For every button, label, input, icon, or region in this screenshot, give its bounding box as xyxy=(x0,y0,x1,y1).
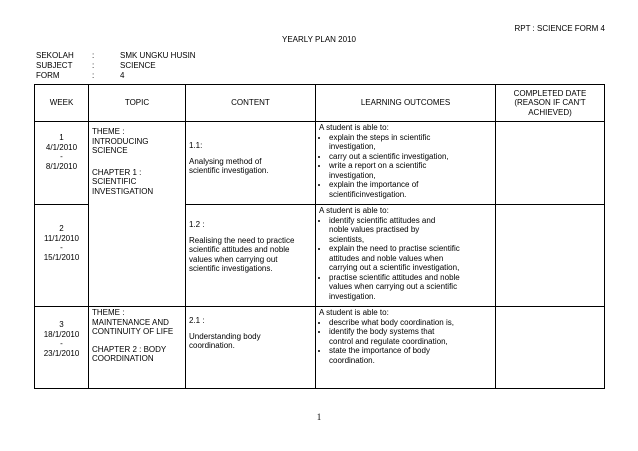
info-sep: : xyxy=(92,61,95,70)
week-cell: 1 4/1/2010 - 8/1/2010 xyxy=(35,122,89,205)
info-value: SCIENCE xyxy=(120,61,156,70)
page-title: YEARLY PLAN 2010 xyxy=(282,35,356,44)
completed-cell xyxy=(496,122,605,205)
rpt-label: RPT : SCIENCE FORM 4 xyxy=(514,24,605,33)
completed-cell xyxy=(496,307,605,389)
topic-cell: THEME : INTRODUCING SCIENCE CHAPTER 1 : SCIENTIFIC INVESTIGATION xyxy=(89,122,186,307)
list-item: • state the importance of body coordination. xyxy=(329,346,492,365)
list-item: • explain the need to practise scientific attitudes and noble values when carrying out a scientific investigation, xyxy=(329,244,492,273)
info-value: SMK UNGKU HUSIN xyxy=(120,51,196,60)
list-item: • identify the body systems that control and regulate coordination, xyxy=(329,327,492,346)
info-label: SEKOLAH xyxy=(36,51,74,60)
yearly-plan-table xyxy=(34,84,605,389)
info-label: SUBJECT xyxy=(36,61,73,70)
header-outcomes: LEARNING OUTCOMES xyxy=(316,85,496,122)
list-item: • describe what body coordination is, xyxy=(329,318,492,328)
info-sep: : xyxy=(92,71,95,80)
topic-cell: THEME : MAINTENANCE AND CONTINUITY OF LIFE CHAPTER 2 : BODY COORDINATION xyxy=(89,307,186,389)
week-cell: 2 11/1/2010 - 15/1/2010 xyxy=(35,205,89,307)
content-cell: 1.1: Analysing method of scientific investigation. xyxy=(186,122,316,205)
week-cell: 3 18/1/2010 - 23/1/2010 xyxy=(35,307,89,389)
info-value: 4 xyxy=(120,71,125,80)
list-item: • write a report on a scientific investigation, xyxy=(329,161,492,180)
header-topic: TOPIC xyxy=(89,85,186,122)
header-completed: COMPLETED DATE (REASON IF CAN'T ACHIEVED) xyxy=(496,85,605,122)
table-row xyxy=(35,307,605,389)
header-week: WEEK xyxy=(35,85,89,122)
table-header-row xyxy=(35,85,605,122)
list-item: • practise scientific attitudes and noble values when carrying out a scientific investigation. xyxy=(329,273,492,302)
list-item: • carry out a scientific investigation, xyxy=(329,152,492,162)
school-info xyxy=(36,51,336,81)
content-cell: 1.2 : Realising the need to practice scientific attitudes and noble values when carrying out scientific investigations. xyxy=(186,205,316,307)
info-label: FORM xyxy=(36,71,60,80)
content-cell: 2.1 : Understanding body coordination. xyxy=(186,307,316,389)
outcomes-cell: A student is able to: • describe what body coordination is, • identify the body systems that control and regulate coordination, • state the importance of body coordination. xyxy=(316,307,496,389)
outcomes-cell: A student is able to: • identify scientific attitudes and noble values practised by scientists, • explain the need to practise scientific attitudes and noble values when carrying out a scientific investigation, • practise scientific attitudes and noble values when carrying out a scientific investigation. xyxy=(316,205,496,307)
table-row xyxy=(35,122,605,205)
list-item: • explain the importance of scientificinvestigation. xyxy=(329,180,492,199)
header-content: CONTENT xyxy=(186,85,316,122)
completed-cell xyxy=(496,205,605,307)
page-number: 1 xyxy=(316,412,322,422)
list-item: • explain the steps in scientific investigation, xyxy=(329,133,492,152)
info-sep: : xyxy=(92,51,95,60)
outcomes-cell: A student is able to: • explain the steps in scientific investigation, • carry out a scientific investigation, • write a report on a scientific investigation, • explain the importance of scientificinvestigation. xyxy=(316,122,496,205)
list-item: • identify scientific attitudes and noble values practised by scientists, xyxy=(329,216,492,245)
